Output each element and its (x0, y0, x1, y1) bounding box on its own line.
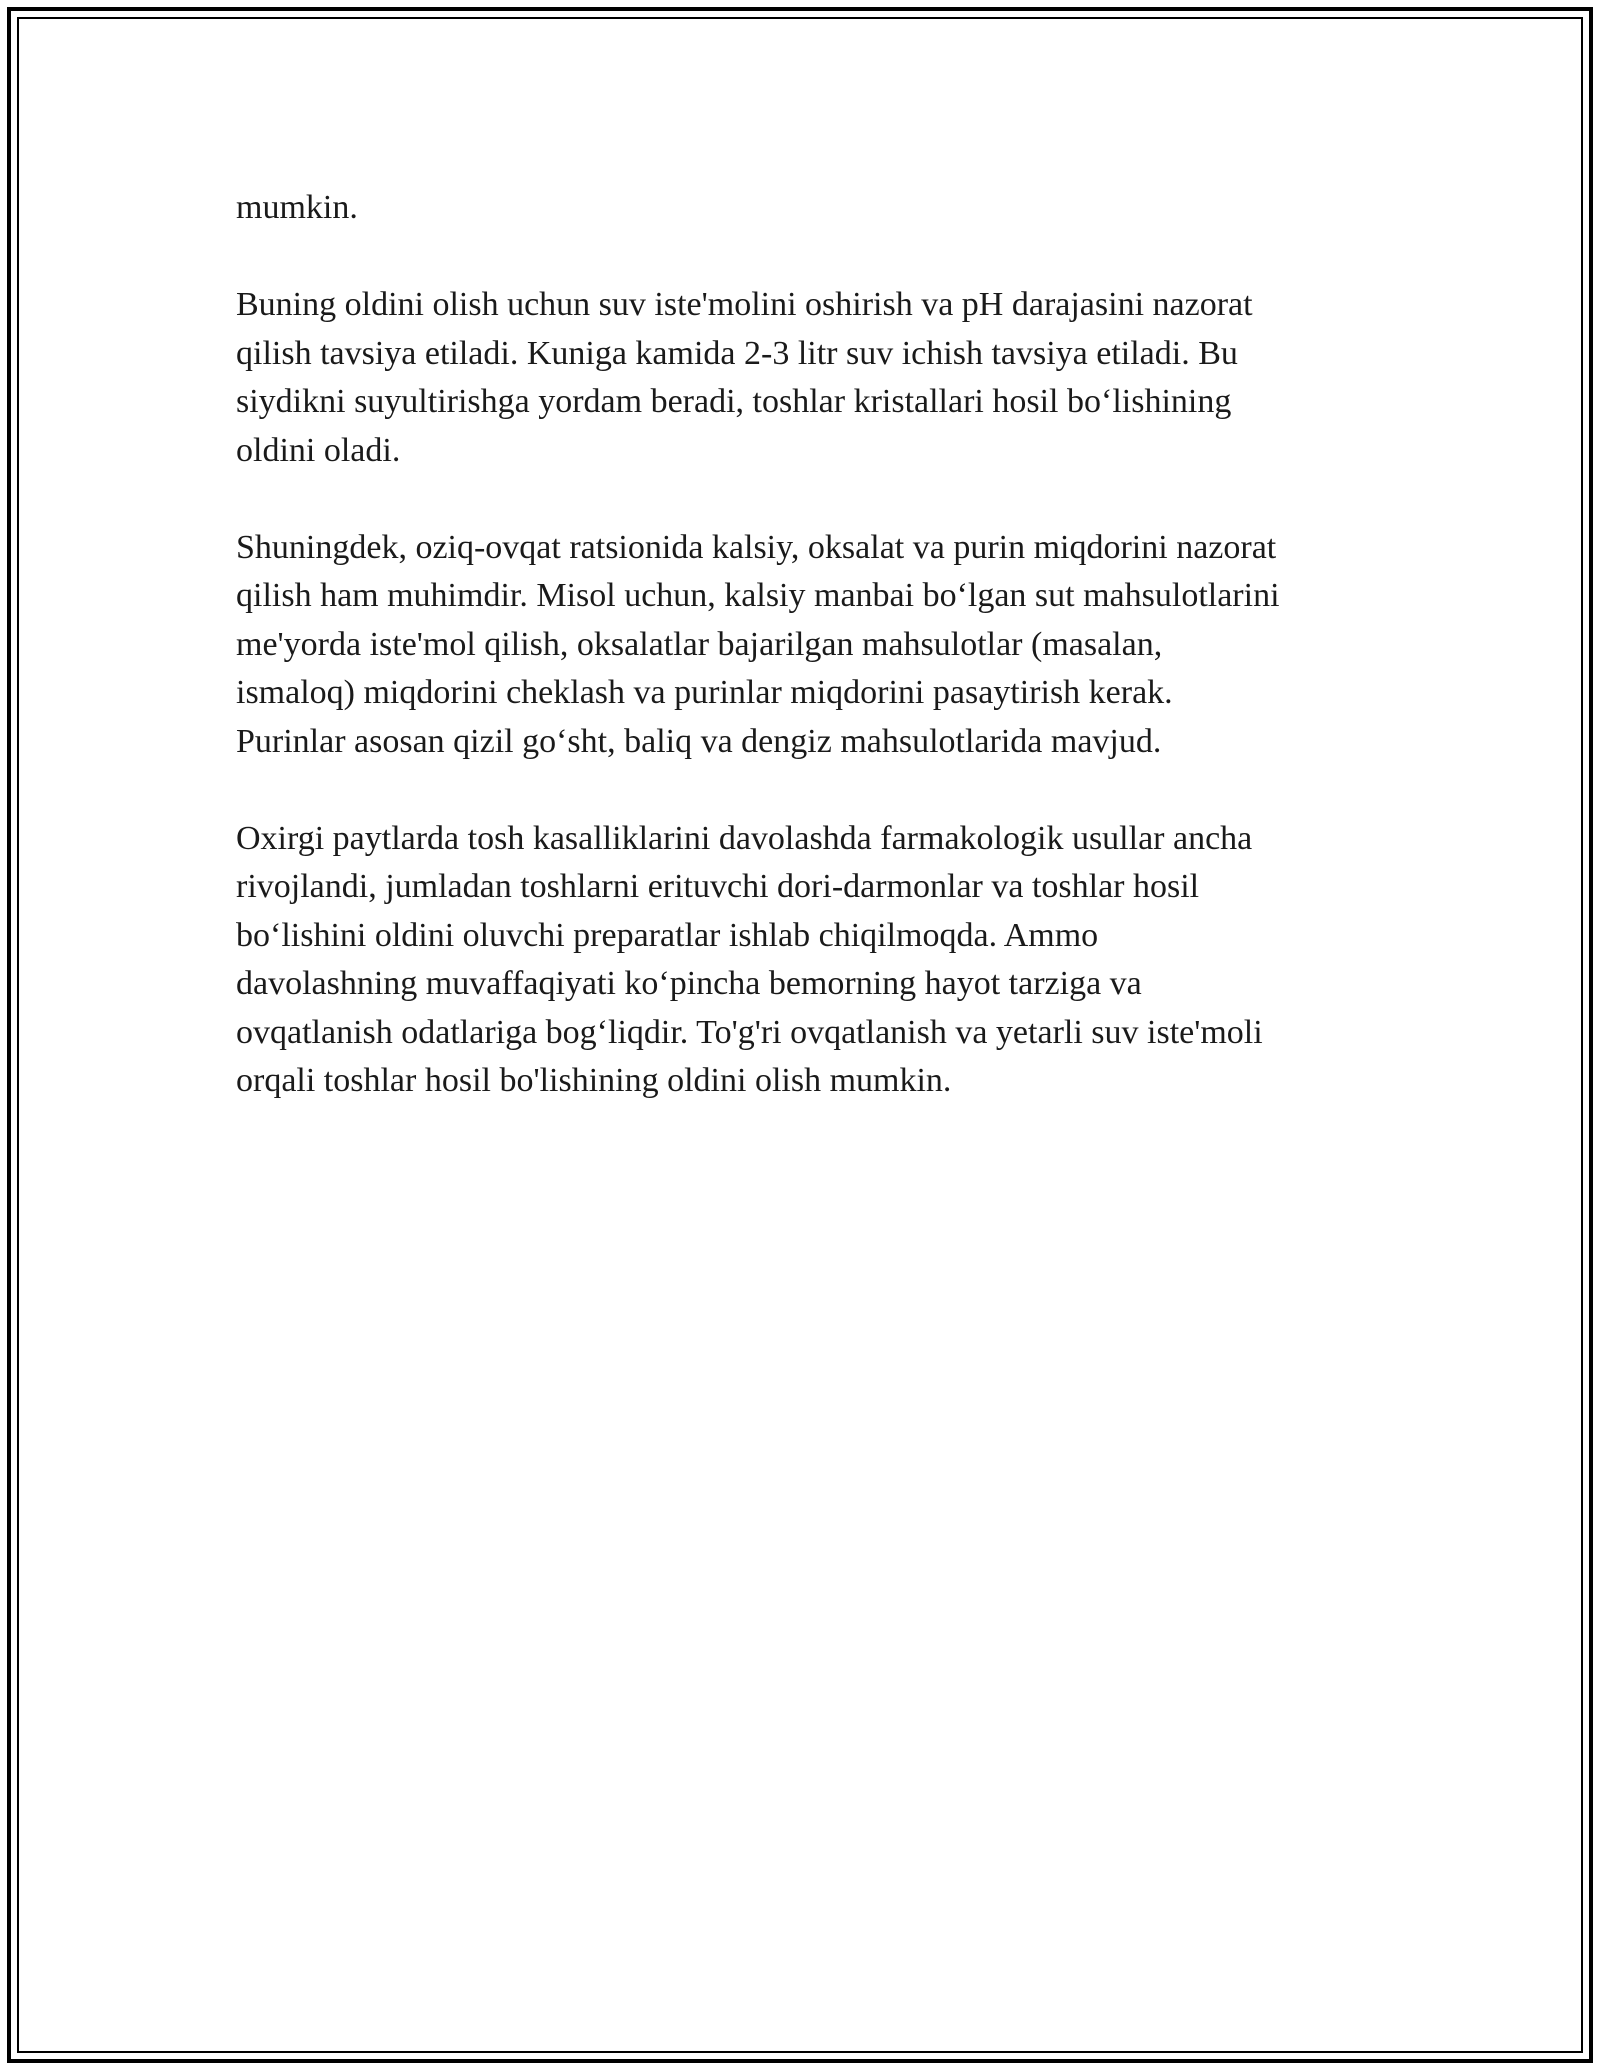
text-line: siydikni suyultirishga yordam beradi, toshlar kristallari hosil bo‘lishining (236, 383, 1232, 420)
text-line: orqali toshlar hosil bo'lishining oldini olish mumkin. (236, 1062, 952, 1099)
text-line: ovqatlanish odatlariga bog‘liqdir. To'g'ri ovqatlanish va yetarli suv iste'moli (236, 1013, 1263, 1051)
text-line: Oxirgi paytlarda tosh kasalliklarini davolashda farmakologik usullar ancha (236, 819, 1253, 857)
text-line: ismaloq) miqdorini cheklash va purinlar miqdorini pasaytirish kerak. (236, 674, 1173, 711)
paragraph-1 (236, 184, 1386, 233)
text-line: Buning oldini olish uchun suv iste'molini oshirish va pH darajasini nazorat (236, 286, 1253, 323)
text-line: me'yorda iste'mol qilish, oksalatlar bajarilgan mahsulotlar (masalan, (236, 625, 1163, 663)
text-line: davolashning muvaffaqiyati ko‘pincha bemorning hayot tarziga va (236, 965, 1142, 1002)
paragraph-3 (236, 524, 1386, 767)
text-line: Purinlar asosan qizil go‘sht, baliq va dengiz mahsulotlarida mavjud. (236, 722, 1162, 760)
text-line: bo‘lishini oldini oluvchi preparatlar ishlab chiqilmoqda. Ammo (236, 916, 1099, 954)
text-line: Shuningdek, oziq-ovqat ratsionida kalsiy, oksalat va purin miqdorini nazorat (236, 528, 1277, 566)
text-line: oldini oladi. (236, 431, 401, 469)
paragraph-4 (236, 815, 1386, 1106)
text-line: qilish tavsiya etiladi. Kuniga kamida 2-3 litr suv ichish tavsiya etiladi. Bu (236, 334, 1238, 372)
paragraph-2 (236, 281, 1386, 475)
text-line: qilish ham muhimdir. Misol uchun, kalsiy manbai bo‘lgan sut mahsulotlarini (236, 577, 1280, 614)
text-line: rivojlandi, jumladan toshlarni erituvchi dori-darmonlar va toshlar hosil (236, 868, 1200, 905)
text-line: mumkin. (236, 189, 358, 226)
document-body (236, 184, 1386, 1154)
